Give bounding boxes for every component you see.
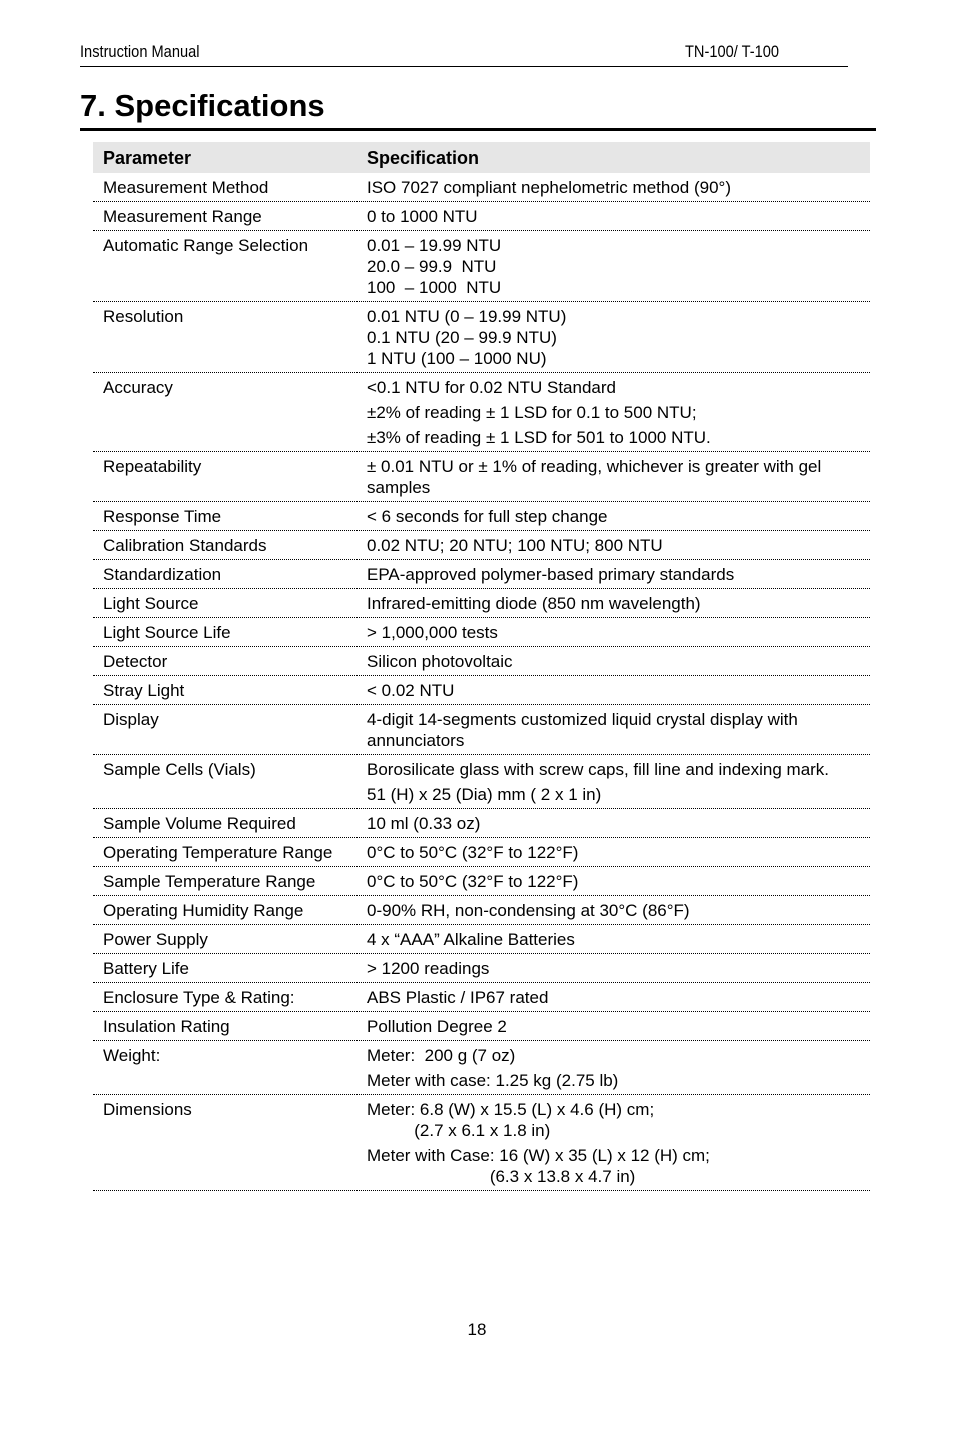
- table-row: [93, 983, 870, 1012]
- specification-text: 0.01 – 19.99 NTU: [367, 236, 502, 255]
- parameter-cell: [93, 618, 357, 647]
- specification-text: Meter: 6.8 (W) x 15.5 (L) x 4.6 (H) cm;: [367, 1100, 655, 1119]
- table-row: [93, 531, 870, 560]
- parameter-cell: [93, 983, 357, 1012]
- table-row: [93, 896, 870, 925]
- parameter-text: Weight:: [103, 1046, 161, 1065]
- specification-text: Borosilicate glass with screw caps, fill line and indexing mark.: [367, 760, 830, 779]
- parameter-text: Display: [103, 710, 159, 729]
- parameter-text: Stray Light: [103, 681, 185, 700]
- parameter-text: Measurement Method: [103, 178, 269, 197]
- page-header: [80, 40, 848, 67]
- specification-cell: [357, 618, 870, 647]
- specification-cell: [357, 173, 870, 202]
- parameter-cell: [93, 755, 357, 809]
- table-row: [93, 373, 870, 452]
- specification-cell: [357, 983, 870, 1012]
- specification-text: Silicon photovoltaic: [367, 652, 513, 671]
- parameter-cell: [93, 1041, 357, 1095]
- parameter-text: Accuracy: [103, 378, 173, 397]
- specification-text: Infrared-emitting diode (850 nm wavelength): [367, 594, 701, 613]
- parameter-text: Battery Life: [103, 959, 189, 978]
- specification-cell: [357, 1012, 870, 1041]
- specification-text: 0 to 1000 NTU: [367, 207, 478, 226]
- column-header-parameter: Parameter: [93, 142, 357, 173]
- table-row: [93, 705, 870, 755]
- parameter-text: Measurement Range: [103, 207, 262, 226]
- specification-cell: [357, 560, 870, 589]
- specification-cell: [357, 647, 870, 676]
- parameter-cell: [93, 896, 357, 925]
- parameter-text: Standardization: [103, 565, 222, 584]
- parameter-cell: [93, 452, 357, 502]
- column-header-specification: Specification: [357, 142, 870, 173]
- specification-cell: [357, 502, 870, 531]
- specification-text: (6.3 x 13.8 x 4.7 in): [367, 1167, 636, 1186]
- header-manual-title: Instruction Manual: [80, 42, 200, 61]
- parameter-text: Power Supply: [103, 930, 208, 949]
- specification-cell: [357, 896, 870, 925]
- specification-text: ABS Plastic / IP67 rated: [367, 988, 549, 1007]
- specification-text: (2.7 x 6.1 x 1.8 in): [367, 1121, 551, 1140]
- specification-text: 0.01 NTU (0 – 19.99 NTU): [367, 307, 567, 326]
- specification-text: 0-90% RH, non-condensing at 30°C (86°F): [367, 901, 690, 920]
- specification-cell: [357, 1041, 870, 1095]
- parameter-cell: [93, 809, 357, 838]
- parameter-text: Dimensions: [103, 1100, 192, 1119]
- specification-cell: [357, 589, 870, 618]
- specification-text: ±3% of reading ± 1 LSD for 501 to 1000 NTU.: [367, 428, 711, 447]
- parameter-cell: [93, 1095, 357, 1191]
- specification-text: 0.02 NTU; 20 NTU; 100 NTU; 800 NTU: [367, 536, 663, 555]
- parameter-text: Automatic Range Selection: [103, 236, 309, 255]
- table-row: [93, 560, 870, 589]
- parameter-text: Repeatability: [103, 457, 202, 476]
- table-row: [93, 809, 870, 838]
- specification-text: <0.1 NTU for 0.02 NTU Standard: [367, 378, 616, 397]
- parameter-text: Response Time: [103, 507, 222, 526]
- table-row: [93, 925, 870, 954]
- parameter-cell: [93, 231, 357, 302]
- specification-cell: [357, 838, 870, 867]
- table-header-row: [93, 142, 870, 173]
- table-body: [93, 173, 870, 1191]
- specification-text: 0°C to 50°C (32°F to 122°F): [367, 872, 579, 891]
- parameter-cell: [93, 531, 357, 560]
- table-row: [93, 867, 870, 896]
- specification-text: 100 – 1000 NTU: [367, 278, 502, 297]
- table-row: [93, 618, 870, 647]
- section-title-text: 7. Specifications: [80, 88, 325, 123]
- specification-text: > 1200 readings: [367, 959, 490, 978]
- specification-text: Meter: 200 g (7 oz): [367, 1046, 516, 1065]
- specification-text: 10 ml (0.33 oz): [367, 814, 481, 833]
- parameter-text: Sample Volume Required: [103, 814, 296, 833]
- table-row: [93, 647, 870, 676]
- parameter-cell: [93, 373, 357, 452]
- table-row: [93, 589, 870, 618]
- specification-cell: [357, 531, 870, 560]
- header-model: TN-100/ T-100: [685, 42, 779, 61]
- specification-text: ± 0.01 NTU or ± 1% of reading, whichever is greater with gel samples: [367, 457, 826, 497]
- specification-cell: [357, 452, 870, 502]
- specification-cell: [357, 676, 870, 705]
- specification-cell: [357, 867, 870, 896]
- table-row: [93, 1012, 870, 1041]
- parameter-text: Sample Cells (Vials): [103, 760, 256, 779]
- specification-cell: [357, 1095, 870, 1191]
- parameter-cell: [93, 302, 357, 373]
- parameter-cell: [93, 173, 357, 202]
- specification-text: 0.1 NTU (20 – 99.9 NTU): [367, 328, 557, 347]
- table-row: [93, 231, 870, 302]
- parameter-text: Detector: [103, 652, 168, 671]
- specification-cell: [357, 755, 870, 809]
- specification-cell: [357, 302, 870, 373]
- parameter-text: Insulation Rating: [103, 1017, 230, 1036]
- table-row: [93, 173, 870, 202]
- parameter-cell: [93, 502, 357, 531]
- specification-text: < 6 seconds for full step change: [367, 507, 608, 526]
- section-title: [80, 86, 876, 131]
- table-row: [93, 1095, 870, 1191]
- specification-text: 4-digit 14-segments customized liquid crystal display with annunciators: [367, 710, 803, 750]
- specification-text: 51 (H) x 25 (Dia) mm ( 2 x 1 in): [367, 785, 602, 804]
- specification-text: > 1,000,000 tests: [367, 623, 498, 642]
- parameter-cell: [93, 838, 357, 867]
- table-row: [93, 1041, 870, 1095]
- parameter-text: Calibration Standards: [103, 536, 267, 555]
- specification-text: EPA-approved polymer-based primary standards: [367, 565, 735, 584]
- specification-text: 1 NTU (100 – 1000 NU): [367, 349, 547, 368]
- parameter-cell: [93, 1012, 357, 1041]
- parameter-cell: [93, 589, 357, 618]
- parameter-text: Operating Humidity Range: [103, 901, 304, 920]
- specification-text: 4 x “AAA” Alkaline Batteries: [367, 930, 575, 949]
- specification-text: ISO 7027 compliant nephelometric method (90°): [367, 178, 731, 197]
- parameter-cell: [93, 705, 357, 755]
- page-number: 18: [467, 1320, 487, 1339]
- parameter-cell: [93, 202, 357, 231]
- parameter-cell: [93, 954, 357, 983]
- parameter-cell: [93, 925, 357, 954]
- specification-text: < 0.02 NTU: [367, 681, 455, 700]
- parameter-cell: [93, 560, 357, 589]
- specification-text: 20.0 – 99.9 NTU: [367, 257, 497, 276]
- table-row: [93, 202, 870, 231]
- specification-text: ±2% of reading ± 1 LSD for 0.1 to 500 NTU;: [367, 403, 697, 422]
- parameter-cell: [93, 647, 357, 676]
- parameter-text: Light Source: [103, 594, 199, 613]
- parameter-text: Resolution: [103, 307, 184, 326]
- specification-text: Meter with Case: 16 (W) x 35 (L) x 12 (H) cm;: [367, 1146, 710, 1165]
- parameter-cell: [93, 867, 357, 896]
- specification-cell: [357, 954, 870, 983]
- specification-text: Pollution Degree 2: [367, 1017, 507, 1036]
- table-row: [93, 838, 870, 867]
- parameter-text: Enclosure Type & Rating:: [103, 988, 295, 1007]
- specification-cell: [357, 231, 870, 302]
- parameter-text: Light Source Life: [103, 623, 231, 642]
- parameter-text: Operating Temperature Range: [103, 843, 333, 862]
- specification-cell: [357, 373, 870, 452]
- specification-cell: [357, 809, 870, 838]
- table-row: [93, 452, 870, 502]
- specification-cell: [357, 202, 870, 231]
- table-row: [93, 755, 870, 809]
- parameter-text: Sample Temperature Range: [103, 872, 316, 891]
- specification-cell: [357, 705, 870, 755]
- table-row: [93, 502, 870, 531]
- specification-text: Meter with case: 1.25 kg (2.75 lb): [367, 1071, 619, 1090]
- parameter-cell: [93, 676, 357, 705]
- specification-text: 0°C to 50°C (32°F to 122°F): [367, 843, 579, 862]
- table-row: [93, 676, 870, 705]
- specifications-table: [93, 142, 870, 1191]
- table-row: [93, 954, 870, 983]
- table-row: [93, 302, 870, 373]
- specification-cell: [357, 925, 870, 954]
